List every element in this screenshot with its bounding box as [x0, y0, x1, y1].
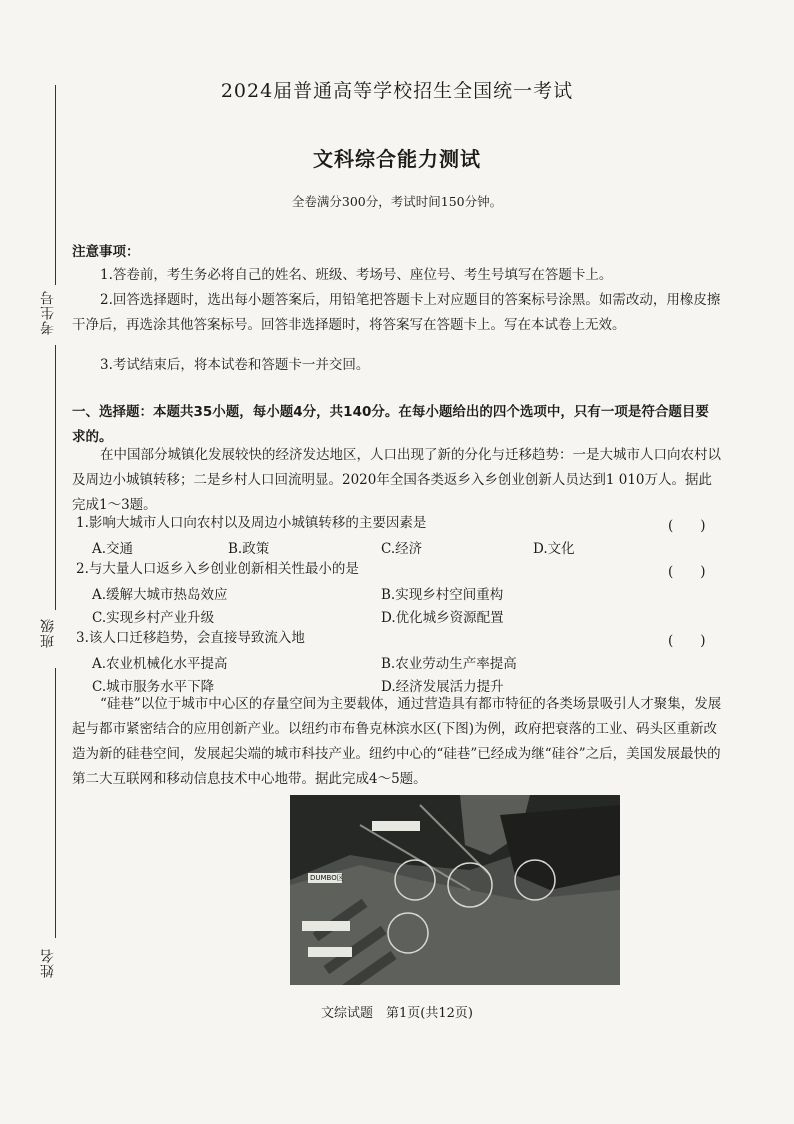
- option: B.实现乡村空间重构: [381, 587, 504, 603]
- binding-line-lower: [55, 668, 56, 938]
- page-footer: 文综试题 第1页(共12页): [321, 1006, 473, 1021]
- passage-1: 在中国部分城镇化发展较快的经济发达地区，人口出现了新的分化与迁移趋势：一是大城市人口向农村以及周边小城镇转移；二是乡村人口回流明显。2020年全国各类返乡入乡创业创新人员达到1 010万人。据此完成1～3题。: [72, 447, 721, 513]
- question-stem: 1.影响大城市人口向农村以及周边小城镇转移的主要因素是: [76, 515, 427, 531]
- option: B.政策: [228, 541, 270, 557]
- section-heading: 一、选择题：本题共35小题，每小题4分，共140分。在每小题给出的四个选项中，只有一项是符合题目要求的。: [72, 404, 709, 445]
- map-label-dumbo: DUMBO区: [310, 874, 344, 882]
- option: A.交通: [92, 541, 134, 557]
- binding-line-middle: [55, 345, 56, 610]
- option: C.实现乡村产业升级: [92, 610, 215, 626]
- option: D.文化: [533, 541, 575, 557]
- exam-title: 2024届普通高等学校招生全国统一考试: [220, 80, 574, 102]
- binding-line-top: [55, 85, 56, 285]
- option: C.经济: [381, 541, 423, 557]
- notice-heading: 注意事项：: [72, 244, 140, 260]
- option: B.农业劳动生产率提高: [381, 656, 517, 672]
- sidebar-label-exam-number: 考生号: [40, 290, 56, 335]
- option: D.经济发展活力提升: [381, 679, 504, 695]
- question-stem: 3.该人口迁移趋势，会直接导致流入地: [76, 630, 305, 646]
- notice-item: 2.回答选择题时，选出每小题答案后，用铅笔把答题卡上对应题目的答案标号涂黑。如需改动，用橡皮擦干净后，再选涂其他答案标号。回答非选择题时，将答案写在答题卡上。写在本试卷上无效。: [72, 292, 721, 333]
- option: A.农业机械化水平提高: [92, 656, 228, 672]
- exam-subtitle: 文科综合能力测试: [313, 147, 481, 171]
- sidebar-label-class: 班级: [40, 618, 56, 648]
- question-stem: 2.与大量人口返乡入乡创业创新相关性最小的是: [76, 561, 359, 577]
- option: C.城市服务水平下降: [92, 679, 215, 695]
- answer-paren: ( ): [668, 518, 706, 534]
- notice-item: 3.考试结束后，将本试卷和答题卡一并交回。: [100, 357, 370, 373]
- answer-paren: ( ): [668, 633, 706, 649]
- sidebar-label-name: 姓名: [40, 948, 56, 978]
- notice-item: 1.答卷前，考生务必将自己的姓名、班级、考场号、座位号、考生号填写在答题卡上。: [100, 267, 613, 283]
- map-graphic: [290, 795, 620, 985]
- score-note: 全卷满分300分，考试时间150分钟。: [291, 194, 503, 209]
- passage-2: “硅巷”以位于城市中心区的存量空间为主要载体，通过营造具有都市特征的各类场景吸引人才聚集，发展起与都市紧密结合的应用创新产业。以纽约市布鲁克林滨水区(下图)为例，政府把衰落的工业、码头区重新改造为新的硅巷空间，发展起尖端的城市科技产业。纽约中心的“硅巷”已经成为继“硅谷”之后，美国发展最快的第二大互联网和移动信息技术中心地带。据此完成4～5题。: [72, 696, 722, 787]
- option: A.缓解大城市热岛效应: [92, 587, 228, 603]
- answer-paren: ( ): [668, 564, 706, 580]
- option: D.优化城乡资源配置: [381, 610, 504, 626]
- aerial-map-image: [290, 795, 620, 985]
